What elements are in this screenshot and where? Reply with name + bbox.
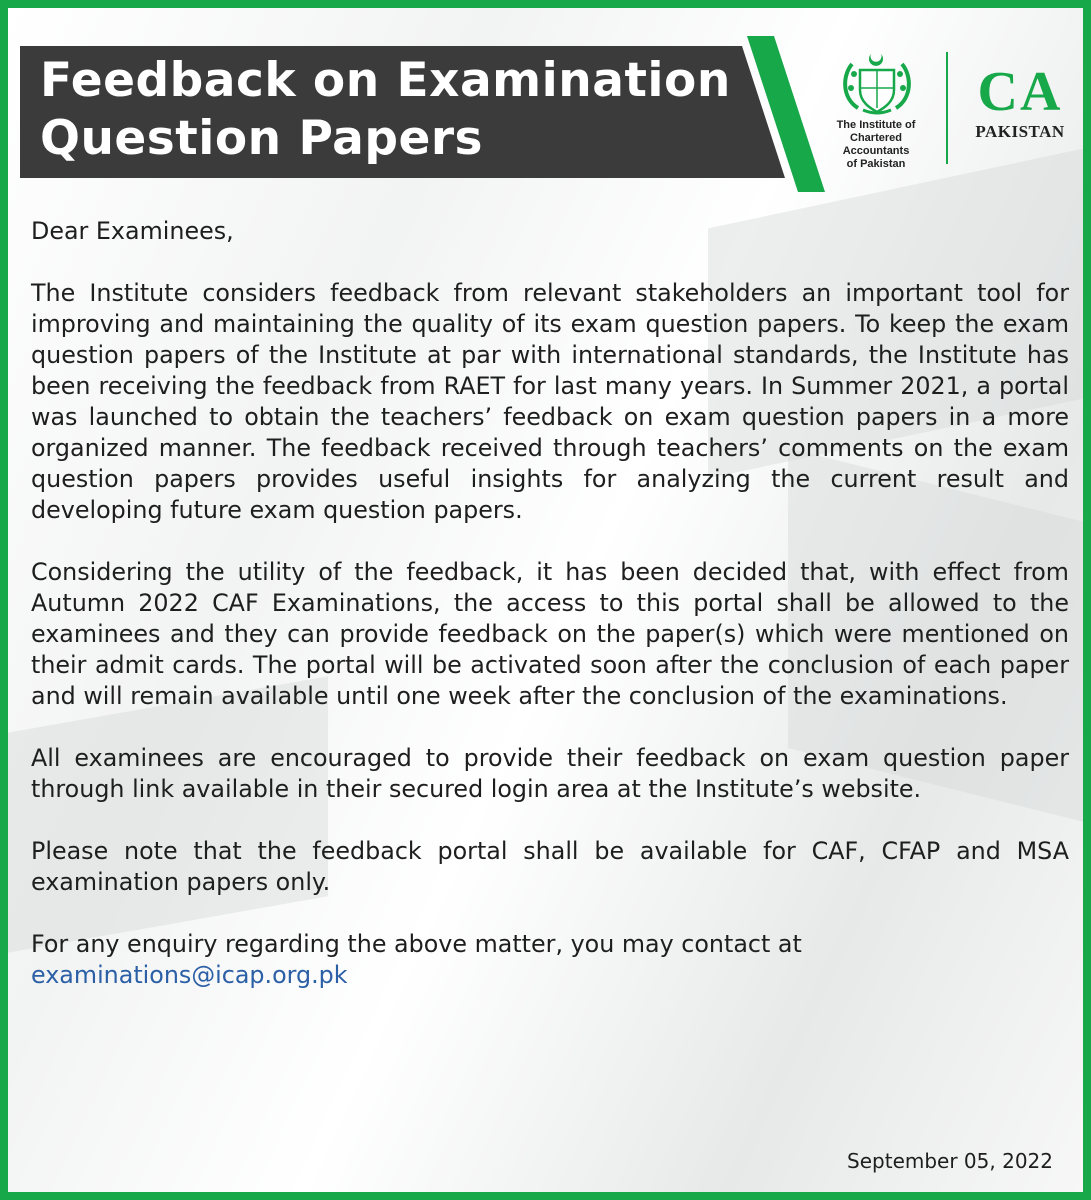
- institute-name-line: The Institute of: [836, 119, 916, 131]
- title-banner: [20, 36, 830, 192]
- page-title: [40, 52, 731, 168]
- institute-logo: [818, 50, 1078, 170]
- title-line: Feedback on Examination: [40, 53, 731, 108]
- crescent-emblem-icon: [838, 50, 916, 116]
- paragraph: All examinees are encouraged to provide their feedback on exam question paper through link available in their secured login area at the Institute’s website.: [31, 744, 1069, 803]
- salutation: Dear Examinees,: [31, 217, 234, 245]
- institute-name-line: of Pakistan: [846, 158, 906, 170]
- title-line: Question Papers: [40, 111, 484, 166]
- ca-wordmark: CA: [977, 61, 1063, 123]
- institute-name-line: Chartered Accountants: [842, 132, 910, 157]
- contact-email-link[interactable]: examinations@icap.org.pk: [31, 961, 348, 989]
- logo-divider: [946, 52, 948, 164]
- contact-text: For any enquiry regarding the above matter, you may contact at: [31, 930, 802, 958]
- notice-body: [31, 216, 1069, 991]
- paragraph: The Institute considers feedback from relevant stakeholders an important tool for improving and maintaining the quality of its exam question papers. To keep the exam question papers of the Institute at par with international standards, the Institute has been receiving the feedback from RAET for last many years. In Summer 2021, a portal was launched to obtain the teachers’ feedback on exam question papers in a more organized manner. The feedback received through teachers’ comments on the exam question papers provides useful insights for analyzing the current result and developing future exam question papers.: [31, 279, 1069, 524]
- notice-date: September 05, 2022: [847, 1149, 1053, 1173]
- ca-country: PAKISTAN: [975, 122, 1065, 141]
- institute-name: [818, 119, 934, 171]
- contact-paragraph: [31, 929, 1069, 991]
- paragraph: Considering the utility of the feedback, it has been decided that, with effect from Autumn 2022 CAF Examinations, the access to this portal shall be allowed to the examinees and they can provide feedback on the paper(s) which were mentioned on their admit cards. The portal will be activated soon after the conclusion of each paper and will remain available until one week after the conclusion of the examinations.: [31, 558, 1069, 710]
- paragraph: Please note that the feedback portal shall be available for CAF, CFAP and MSA examination papers only.: [31, 837, 1069, 896]
